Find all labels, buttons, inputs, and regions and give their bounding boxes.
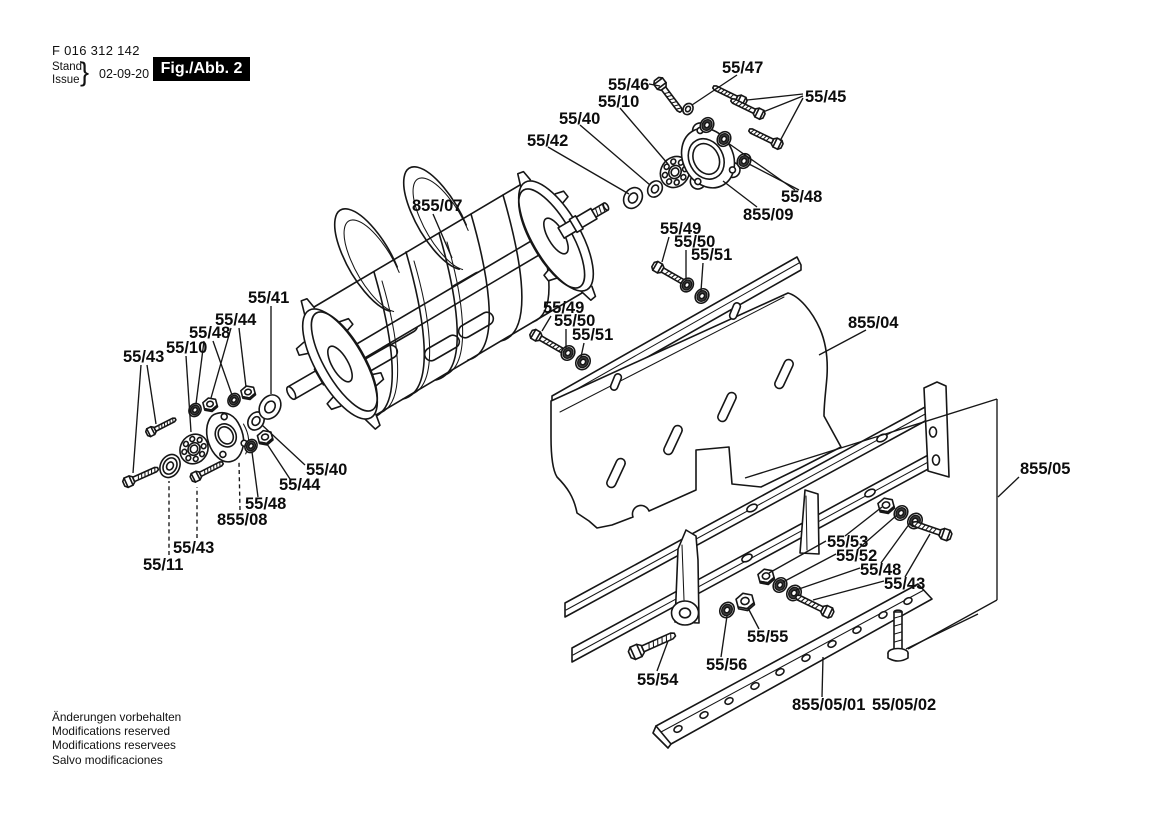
issue-date: 02-09-20 xyxy=(99,67,150,81)
part-callout-55-49: 55/49 xyxy=(660,220,702,238)
bolt-55-43 xyxy=(122,464,160,488)
leader-line xyxy=(580,125,650,185)
part-callout-855-07: 855/07 xyxy=(412,197,463,215)
nut-55-53 xyxy=(757,567,775,586)
footer-line: Modifications reserved xyxy=(52,724,171,739)
part-callout-55-10: 55/10 xyxy=(598,93,640,111)
part-callout-55-53: 55/53 xyxy=(827,533,869,551)
leader-line xyxy=(133,365,141,473)
bushing-55-11 xyxy=(156,451,184,481)
footer-line: Modifications reservees xyxy=(52,738,176,753)
footer-line: Salvo modificaciones xyxy=(52,752,163,767)
leader-line xyxy=(906,614,978,649)
part-callout-55-43: 55/43 xyxy=(173,539,215,557)
part-callout-55-55: 55/55 xyxy=(747,628,789,646)
part-callout-55-48: 55/48 xyxy=(781,188,823,206)
bolt-55-46 xyxy=(652,76,685,115)
leader-line xyxy=(239,328,246,387)
part-callout-55-11: 55/11 xyxy=(143,556,184,574)
leader-line xyxy=(186,356,191,432)
bolt-55-43 xyxy=(911,518,953,542)
part-callout-55-49: 55/49 xyxy=(543,299,585,317)
part-callout-55-43: 55/43 xyxy=(123,348,165,366)
leader-line xyxy=(905,534,930,577)
part-callout-55-56: 55/56 xyxy=(706,656,748,674)
leader-line xyxy=(998,477,1019,497)
reel-mid-disc xyxy=(321,199,416,320)
bolt-55-43 xyxy=(145,415,178,437)
figure-label-badge: Fig./Abb. 2 xyxy=(153,57,250,81)
bracket-gusset xyxy=(800,490,819,554)
part-callout-55-51: 55/51 xyxy=(691,246,733,264)
leader-line xyxy=(662,237,669,262)
part-callout-55-10: 55/10 xyxy=(166,339,208,357)
bolt-55-54 xyxy=(627,629,678,661)
part-callout-55-44: 55/44 xyxy=(279,476,321,494)
bolt-55-49 xyxy=(529,328,566,355)
left-flange-assembly xyxy=(122,384,286,488)
leader-line xyxy=(749,164,799,190)
leader-line xyxy=(881,523,910,563)
part-callout-55-51: 55/51 xyxy=(572,326,614,344)
document-part-number: F 016 312 142 xyxy=(52,43,140,58)
part-callout-55-48: 55/48 xyxy=(245,495,287,513)
lockwasher-55-48 xyxy=(226,391,243,409)
legal-footer xyxy=(52,710,181,767)
leader-line xyxy=(542,316,551,331)
washer-55-42 xyxy=(620,184,646,212)
part-callout-55-50: 55/50 xyxy=(674,233,716,251)
part-callout-855-04: 855/04 xyxy=(848,314,899,332)
part-callout-55-48: 55/48 xyxy=(860,561,902,579)
leader-line xyxy=(819,330,866,355)
part-callout-55-43: 55/43 xyxy=(884,575,926,593)
part-callout-855-09: 855/09 xyxy=(743,206,794,224)
leader-line xyxy=(796,568,860,590)
part-callout-55-48: 55/48 xyxy=(189,324,231,342)
nut-55-44 xyxy=(240,384,256,401)
part-callout-55-54: 55/54 xyxy=(637,671,679,689)
stand-label: Stand xyxy=(52,61,83,73)
leader-line xyxy=(813,581,884,600)
leader-line xyxy=(267,444,290,479)
top-bearing-assembly xyxy=(620,76,784,212)
part-callout-855-05-01: 855/05/01 xyxy=(792,696,866,714)
part-callout-55-50: 55/50 xyxy=(554,312,596,330)
leader-line xyxy=(822,657,823,697)
leader-line xyxy=(252,452,258,497)
leader-line xyxy=(701,263,703,291)
part-callout-55-40: 55/40 xyxy=(559,110,601,128)
leader-line xyxy=(620,108,668,164)
brace-glyph: } xyxy=(80,57,90,87)
nut-55-44 xyxy=(202,396,218,413)
footer-line: Änderungen vorbehalten xyxy=(52,710,182,724)
leader-line xyxy=(721,616,727,657)
leader-line xyxy=(213,341,232,395)
part-callout-55-46: 55/46 xyxy=(608,76,650,94)
bolt-55-45 xyxy=(747,126,784,151)
part-callout-55-42: 55/42 xyxy=(527,132,569,150)
part-callout-855-05: 855/05 xyxy=(1020,460,1071,478)
reel-right-disc xyxy=(494,158,619,314)
part-callout-55-47: 55/47 xyxy=(722,59,764,77)
part-callout-855-08: 855/08 xyxy=(217,511,268,529)
lockwasher-55-51 xyxy=(692,286,711,306)
nut-55-55 xyxy=(735,591,755,613)
part-callout-55-45: 55/45 xyxy=(805,88,847,106)
leader-line xyxy=(723,181,757,207)
part-callout-55-44: 55/44 xyxy=(215,311,257,329)
part-callout-55-05-02: 55/05/02 xyxy=(872,696,937,714)
lockwasher-55-50 xyxy=(558,343,577,363)
leader-line-dashed xyxy=(239,462,240,510)
flange-plate-855-08 xyxy=(197,404,257,467)
part-callout-55-41: 55/41 xyxy=(248,289,290,307)
nut-55-44 xyxy=(257,429,274,447)
leader-line xyxy=(748,608,759,629)
issue-label: Issue xyxy=(52,74,80,86)
leader-line xyxy=(147,365,156,424)
lockwasher-55-51 xyxy=(573,352,593,373)
nut-55-53 xyxy=(877,496,895,515)
leader-line xyxy=(548,147,629,194)
leader-line xyxy=(783,554,836,582)
part-callout-55-40: 55/40 xyxy=(306,461,348,479)
part-callout-55-52: 55/52 xyxy=(836,547,878,565)
